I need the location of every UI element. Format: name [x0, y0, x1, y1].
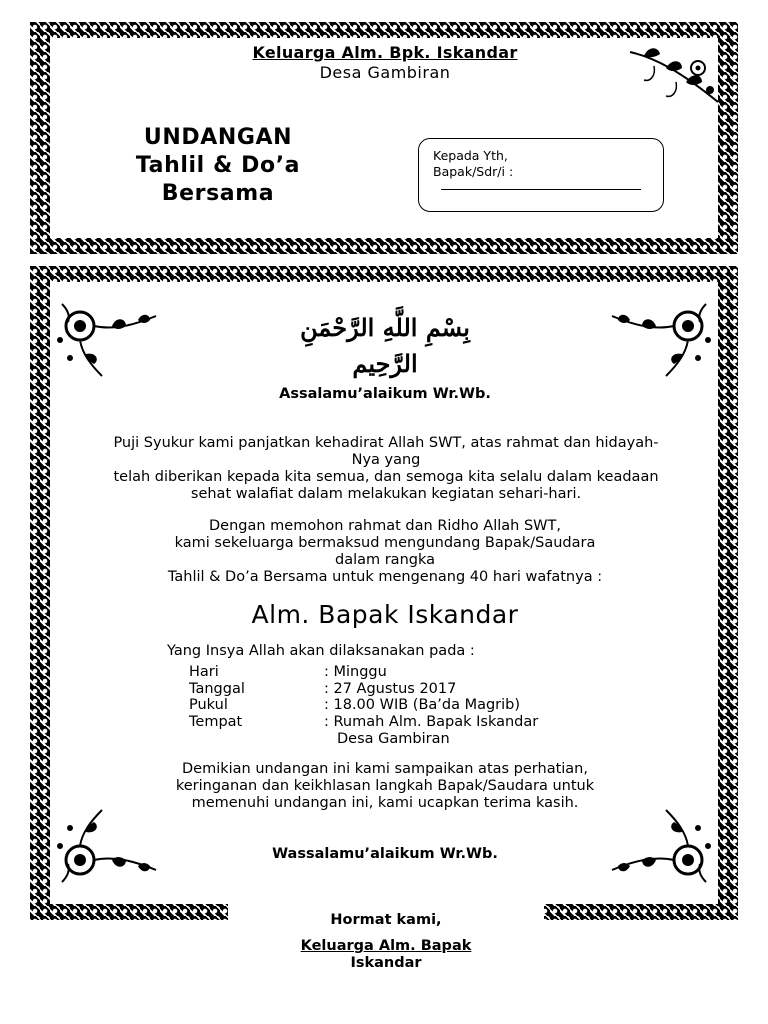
- title-line-1: UNDANGAN: [143, 125, 293, 150]
- paragraph-opening: [46, 435, 726, 503]
- recipient-line-2: Bapak/Sdr/i :: [433, 164, 514, 179]
- signature: [228, 938, 544, 968]
- paragraph-line: sehat walafiat dalam melakukan kegiatan sehari-hari.: [190, 486, 582, 502]
- detail-label-time: Pukul: [189, 697, 228, 713]
- recipient-box: [418, 138, 664, 212]
- paragraph-line: memenuhi undangan ini, kami ucapkan terima kasih.: [191, 795, 579, 811]
- village-heading: Desa Gambiran: [319, 63, 451, 82]
- family-heading: Keluarga Alm. Bpk. Iskandar: [252, 43, 518, 62]
- paragraph-line: Tahlil & Do’a Bersama untuk mengenang 40 hari wafatnya :: [167, 569, 603, 585]
- recipient-name-line: [441, 189, 641, 190]
- closing-greeting: Wassalamu’alaikum Wr.Wb.: [272, 846, 498, 862]
- invitation-title: [100, 124, 336, 208]
- detail-value-place: : Rumah Alm. Bapak Iskandar: [324, 714, 539, 730]
- paragraph-line: Demikian undangan ini kami sampaikan atas perhatian,: [182, 761, 588, 777]
- paragraph-line: dalam rangka: [334, 552, 435, 568]
- deceased-name: Alm. Bapak Iskandar: [251, 600, 519, 629]
- floral-corner-icon: [52, 296, 160, 380]
- paragraph-line: kami sekeluarga bermaksud mengundang Bapak/Saudara: [174, 535, 596, 551]
- detail-value-place-line2: Desa Gambiran: [337, 731, 450, 747]
- floral-branch-icon: [626, 42, 722, 106]
- paragraph-line: telah diberikan kepada kita semua, dan semoga kita selalu dalam keadaan: [113, 469, 659, 485]
- recipient-line-1: Kepada Yth,: [433, 148, 508, 163]
- floral-corner-icon: [608, 296, 716, 380]
- detail-value-time: : 18.00 WIB (Ba’da Magrib): [324, 697, 521, 713]
- greeting: Assalamu’alaikum Wr.Wb.: [279, 386, 491, 402]
- paragraph-line: Nya yang: [351, 452, 421, 468]
- paragraph-line: Puji Syukur kami panjatkan kehadirat Allah SWT, atas rahmat dan hidayah-: [113, 435, 659, 451]
- regards: Hormat kami,: [330, 912, 442, 928]
- detail-label-place: Tempat: [189, 714, 243, 730]
- floral-corner-icon: [52, 800, 160, 896]
- paragraph-invitation: [80, 518, 690, 586]
- title-line-2: Tahlil & Do’a: [135, 153, 301, 178]
- signature-line-1: Keluarga Alm. Bapak: [300, 938, 472, 954]
- basmalah-calligraphy: بِسْمِ اللَّهِ الرَّحْمَنِ الرَّحِيم: [300, 313, 470, 378]
- event-intro: Yang Insya Allah akan dilaksanakan pada :: [167, 643, 475, 659]
- paragraph-line: keringanan dan keikhlasan langkah Bapak/Saudara untuk: [175, 778, 595, 794]
- detail-label-day: Hari: [189, 664, 219, 680]
- detail-value-date: : 27 Agustus 2017: [324, 681, 457, 697]
- paragraph-line: Dengan memohon rahmat dan Ridho Allah SWT,: [209, 518, 561, 534]
- detail-value-day: : Minggu: [324, 664, 387, 680]
- detail-label-date: Tanggal: [189, 681, 245, 697]
- paragraph-closing: [110, 761, 660, 812]
- floral-corner-icon: [608, 800, 716, 896]
- signature-line-2: Iskandar: [350, 955, 422, 968]
- title-line-3: Bersama: [161, 181, 275, 206]
